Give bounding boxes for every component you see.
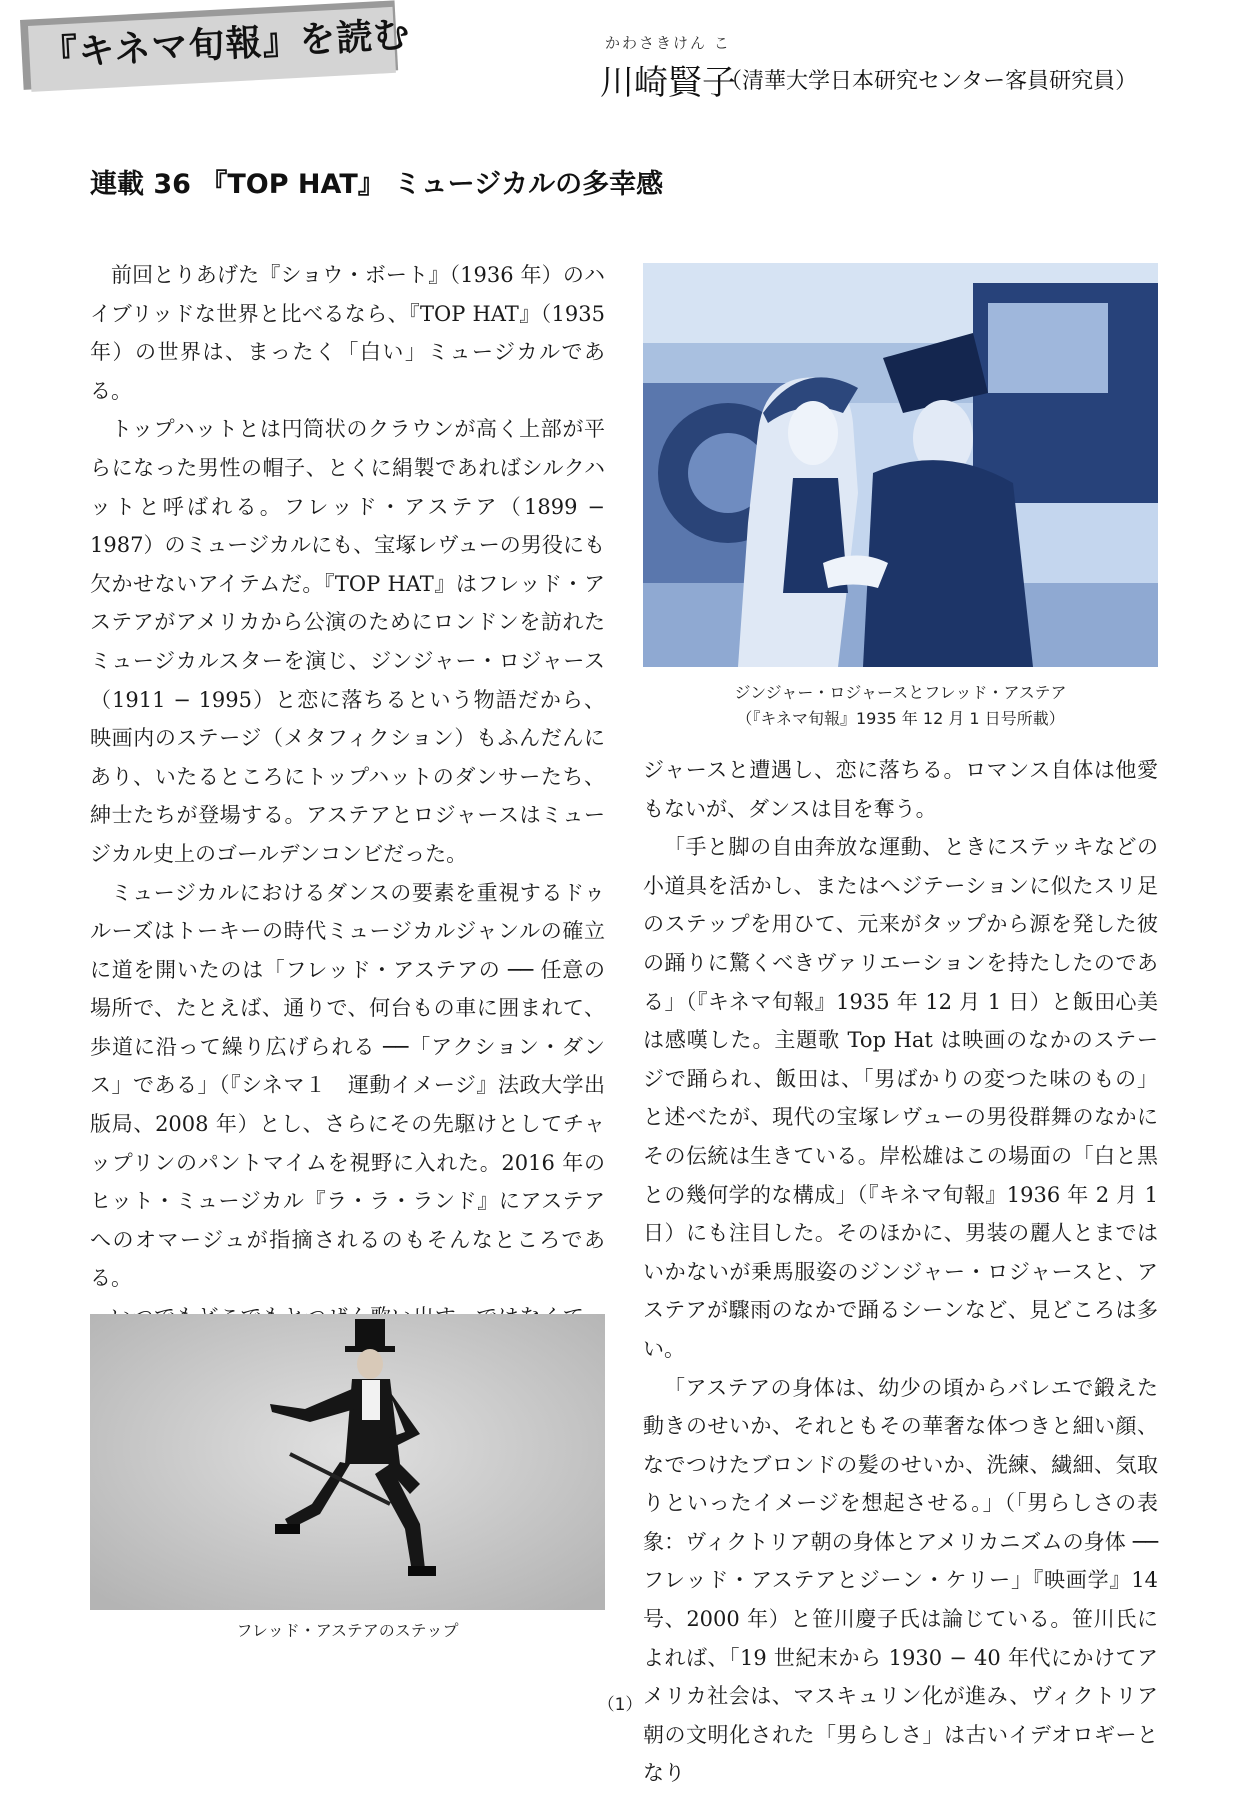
paragraph: 「手と脚の自由奔放な運動、ときにステッキなどの小道具を活かし、またはヘジテーションに似たスリ足のステップを用ひて、元来がタップから源を発した彼の踊りに驚くべきヴァリエーションを持たしたのである」（『キネマ旬報』1935 年 12 月 1 日）と飯田心美は感嘆した。主題歌 Top Hat は映画のなかのステージで踊られ、飯田は、「男ばかりの変つた味のもの」と述べたが、現代の宝塚レヴューの男役群舞のなかにその伝統は生きている。岸松雄はこの場面の「白と黒との幾何学的な構成」（『キネマ旬報』1936 年 2 月 1 日）にも注目した。そのほかに、男装の麗人とまではいかないが乗馬服姿のジンジャー・ロジャースと、アステアが驟雨のなかで踊るシーンなど、見どころは多い。 bbox=[643, 828, 1158, 1368]
astaire-step-caption: フレッド・アステアのステップ bbox=[90, 1618, 605, 1644]
author-name: 川崎賢子 bbox=[600, 55, 736, 104]
paragraph: 「アステアの身体は、幼少の頃からバレエで鍛えた動きのせいか、それともその華奢な体つきと細い顔、なでつけたブロンドの髪のせいか、洗練、繊細、気取りといったイメージを想起させる。」（「男らしさの表象：ヴィクトリア朝の身体とアメリカニズムの身体 ── フレッド・アステアとジーン・ケリー」『映画学』14 号、2000 年）と笹川慶子氏は論じている。笹川氏によれば、「19 世紀末から 1930 − 40 年代にかけてアメリカ社会は、マスキュリン化が進み、ヴィクトリア朝の文明化された「男らしさ」は古いイデオロギーとなり bbox=[643, 1369, 1158, 1793]
series-title: 『キネマ旬報』を読む bbox=[40, 7, 402, 77]
astaire-rogers-photo bbox=[643, 263, 1158, 667]
caption-line: （『キネマ旬報』1935 年 12 月 1 日号所載） bbox=[643, 706, 1158, 732]
page-number: （1） bbox=[0, 1690, 1240, 1715]
left-column bbox=[90, 256, 605, 1414]
author-ruby: かわさきけん こ bbox=[605, 32, 731, 53]
caption-line: ジンジャー・ロジャースとフレッド・アステア bbox=[643, 680, 1158, 706]
paragraph: ジャースと遭遇し、恋に落ちる。ロマンス自体は他愛もないが、ダンスは目を奪う。 bbox=[643, 751, 1158, 828]
paragraph: トップハットとは円筒状のクラウンが高く上部が平らになった男性の帽子、とくに絹製であればシルクハットと呼ばれる。フレッド・アステア（1899 − 1987）のミュージカルにも、宝塚レヴューの男役にも欠かせないアイテムだ。『TOP HAT』はフレッド・アステアがアメリカから公演のためにロンドンを訪れたミュージカルスターを演じ、ジンジャー・ロジャース（1911 − 1995）と恋に落ちるという物語だから、映画内のステージ（メタフィクション）もふんだんにあり、いたるところにトップハットのダンサーたち、紳士たちが登場する。アステアとロジャースはミュージカル史上のゴールデンコンビだった。 bbox=[90, 410, 605, 873]
author-affiliation: （清華大学日本研究センター客員研究員） bbox=[720, 64, 1137, 95]
paragraph: ミュージカルにおけるダンスの要素を重視するドゥルーズはトーキーの時代ミュージカルジャンルの確立に道を開いたのは「フレッド・アステアの ── 任意の場所で、たとえば、通りで、何台もの車に囲まれて、歩道に沿って繰り広げられる ──「アクション・ダンス」である」（『シネマ１ 運動イメージ』法政大学出版局、2008 年）とし、さらにその先駆けとしてチャップリンのパントマイムを視野に入れた。2016 年のヒット・ミュージカル『ラ・ラ・ランド』にアステアへのオマージュが指摘されるのもそんなところである。 bbox=[90, 874, 605, 1299]
astaire-step-photo bbox=[90, 1314, 605, 1610]
right-column bbox=[643, 751, 1158, 1793]
article-title: 連載 36 『TOP HAT』 ミュージカルの多幸感 bbox=[90, 162, 663, 201]
paragraph: 前回とりあげた『ショウ・ボート』（1936 年）のハイブリッドな世界と比べるなら、『TOP HAT』（1935年）の世界は、まったく「白い」ミュージカルである。 bbox=[90, 256, 605, 410]
astaire-rogers-caption bbox=[643, 680, 1158, 732]
